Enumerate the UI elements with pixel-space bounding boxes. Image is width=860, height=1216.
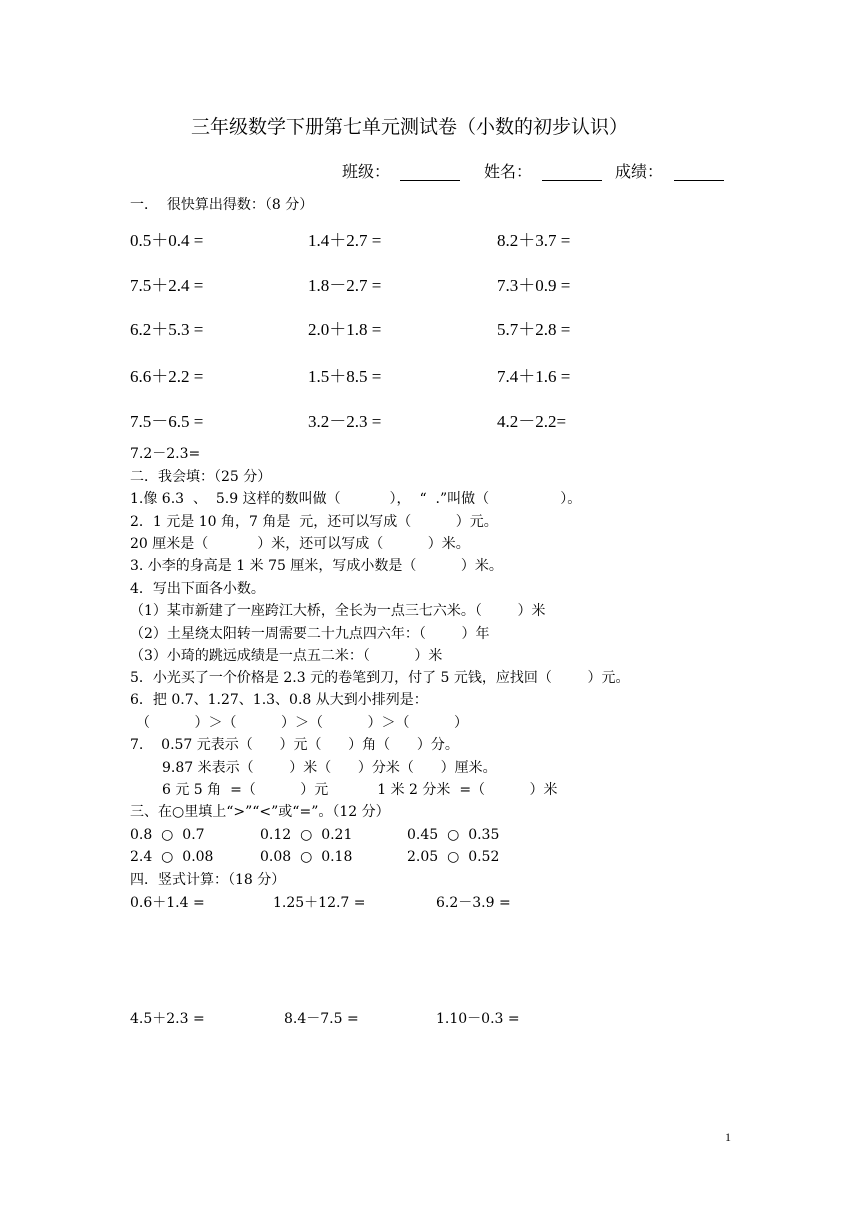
class-blank[interactable] (400, 164, 460, 181)
problem: 1.4＋2.7 = (308, 231, 382, 250)
fill-line: （2）土星绕太阳转一周需要二十九点四六年：（ ）年 (130, 626, 490, 642)
fill-line: 5．小光买了一个价格是 2.3 元的卷笔到刀，付了 5 元钱，应找回（ ）元。 (130, 670, 630, 686)
fill-line: 6．把 0.7、1.27、1.3、0.8 从大到小排列是： (130, 692, 428, 708)
problem: 3.2－2.3 = (308, 412, 382, 431)
vertical-calc: 4.5＋2.3 = (130, 1011, 205, 1027)
fill-line: 20 厘米是（ ）米，还可以写成（ ）米。 (130, 536, 470, 552)
problem: 6.6＋2.2 = (130, 367, 204, 386)
problem: 5.7＋2.8 = (497, 320, 571, 339)
compare-item: 0.45 ○ 0.35 (407, 827, 500, 843)
section2-heading: 二．我会填：（25 分） (130, 469, 272, 485)
section1-heading: 一． 很快算出得数：（8 分） (130, 197, 314, 213)
problem: 7.5＋2.4 = (130, 276, 204, 295)
score-label: 成绩： (615, 162, 664, 181)
section4-heading: 四．竖式计算：（18 分） (130, 872, 286, 888)
problem: 4.2－2.2= (497, 412, 567, 431)
compare-item: 0.08 ○ 0.18 (260, 849, 353, 865)
vertical-calc: 0.6＋1.4 = (130, 895, 205, 911)
name-label: 姓名： (484, 162, 533, 181)
compare-item: 2.05 ○ 0.52 (407, 849, 500, 865)
section3-heading: 三、在○里填上“>”“<”或“=”。（12 分） (130, 804, 390, 820)
vertical-calc: 6.2－3.9 = (436, 895, 511, 911)
compare-item: 0.8 ○ 0.7 (130, 827, 205, 843)
compare-item: 2.4 ○ 0.08 (130, 849, 214, 865)
vertical-calc: 8.4－7.5 = (284, 1011, 359, 1027)
fill-line: 9.87 米表示（ ）米（ ）分米（ ）厘米。 (162, 760, 497, 776)
problem: 7.3＋0.9 = (497, 276, 571, 295)
fill-line: （1）某市新建了一座跨江大桥，全长为一点三七六米。（ ）米 (130, 603, 546, 619)
score-blank[interactable] (674, 164, 724, 181)
fill-line: （3）小琦的跳远成绩是一点五二米：（ ）米 (130, 648, 443, 664)
name-blank[interactable] (542, 164, 602, 181)
vertical-calc: 1.25＋12.7 = (273, 895, 366, 911)
problem: 1.8－2.7 = (308, 276, 382, 295)
vertical-calc: 1.10－0.3 = (436, 1011, 520, 1027)
fill-line: （ ）＞（ ）＞（ ）＞（ ） (136, 715, 469, 731)
problem: 7.4＋1.6 = (497, 367, 571, 386)
problem: 2.0＋1.8 = (308, 320, 382, 339)
fill-line: 1.像 6.3 、 5.9 这样的数叫做（ ）， “ .”叫做（ ）。 (130, 491, 582, 507)
problem: 7.5－6.5 = (130, 412, 204, 431)
page-number: 1 (725, 1130, 731, 1144)
fill-line: 3. 小李的身高是 1 米 75 厘米，写成小数是（ ）米。 (130, 558, 503, 574)
compare-item: 0.12 ○ 0.21 (260, 827, 353, 843)
fill-line: 7. 0.57 元表示（ ）元（ ）角（ ）分。 (130, 737, 459, 753)
page-title: 三年级数学下册第七单元测试卷（小数的初步认识） (191, 116, 629, 138)
problem: 0.5＋0.4 = (130, 231, 204, 250)
problem: 8.2＋3.7 = (497, 231, 571, 250)
fill-line: 4．写出下面各小数。 (130, 581, 265, 597)
problem-extra: 7.2－2.3= (130, 446, 201, 462)
problem: 6.2＋5.3 = (130, 320, 204, 339)
problem: 1.5＋8.5 = (308, 367, 382, 386)
fill-line: 6 元 5 角 =（ ）元 1 米 2 分米 =（ ）米 (162, 782, 558, 798)
fill-line: 2．1 元是 10 角，7 角是 元，还可以写成（ ）元。 (130, 514, 498, 530)
class-label: 班级： (342, 162, 391, 181)
